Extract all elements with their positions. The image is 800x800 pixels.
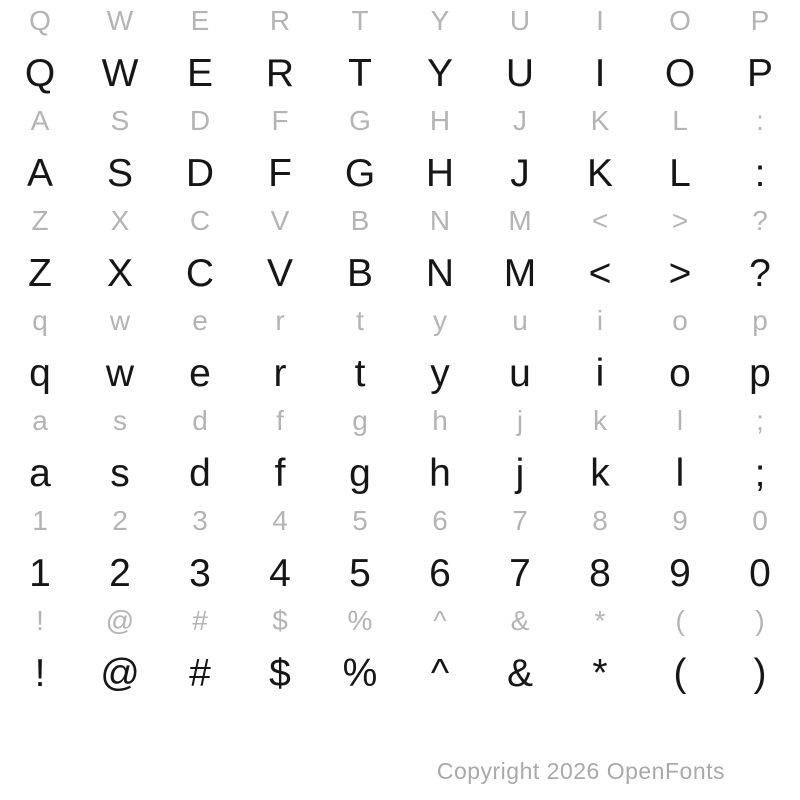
glyph: X xyxy=(110,205,130,236)
glyph: ; xyxy=(754,452,766,495)
glyph: T xyxy=(351,5,369,36)
glyph: ( xyxy=(673,652,687,695)
glyph: 0 xyxy=(752,505,768,536)
glyph: i xyxy=(596,305,604,336)
glyph: w xyxy=(105,352,135,395)
glyph: W xyxy=(106,5,134,36)
faded-row-digits xyxy=(0,500,800,542)
glyph: O xyxy=(669,5,691,36)
glyph: $ xyxy=(269,652,291,695)
glyph: r xyxy=(273,352,287,395)
glyph: M xyxy=(503,252,537,295)
primary-row-lowercase-top xyxy=(0,346,800,402)
faded-row-lowercase-home xyxy=(0,400,800,442)
glyph: i xyxy=(595,352,605,395)
glyph: : xyxy=(754,152,766,195)
glyph: K xyxy=(590,105,610,136)
glyph: Y xyxy=(430,5,450,36)
glyph: Q xyxy=(24,52,56,95)
glyph: I xyxy=(596,5,604,36)
glyph: < xyxy=(588,252,612,295)
glyph: t xyxy=(354,352,366,395)
glyph: Z xyxy=(31,205,49,236)
glyph: 7 xyxy=(509,552,531,595)
glyph: C xyxy=(185,252,215,295)
glyph: 4 xyxy=(272,505,288,536)
glyph: h xyxy=(432,405,448,436)
glyph: t xyxy=(356,305,364,336)
glyph: R xyxy=(269,5,291,36)
glyph: H xyxy=(425,152,455,195)
glyph: 0 xyxy=(749,552,771,595)
glyph: d xyxy=(189,452,211,495)
glyph: p xyxy=(752,305,768,336)
glyph: l xyxy=(676,405,684,436)
glyph: ) xyxy=(755,605,765,636)
glyph: q xyxy=(29,352,51,395)
glyph: D xyxy=(189,105,211,136)
glyph: F xyxy=(271,105,289,136)
glyph: S xyxy=(106,152,133,195)
glyph: & xyxy=(510,605,530,636)
glyph: 4 xyxy=(269,552,291,595)
glyph: o xyxy=(669,352,691,395)
glyph: F xyxy=(268,152,292,195)
glyph: 2 xyxy=(109,552,131,595)
glyph: L xyxy=(672,105,688,136)
glyph: s xyxy=(113,405,127,436)
glyph: P xyxy=(750,5,770,36)
glyph: 9 xyxy=(672,505,688,536)
glyph: > xyxy=(671,205,689,236)
glyph: E xyxy=(190,5,210,36)
glyph: Q xyxy=(29,5,51,36)
glyph: s xyxy=(110,452,130,495)
glyph: j xyxy=(515,452,525,495)
glyph: ( xyxy=(675,605,685,636)
glyph: u xyxy=(509,352,531,395)
glyph: 6 xyxy=(432,505,448,536)
glyph: 9 xyxy=(669,552,691,595)
copyright-text: Copyright 2026 OpenFonts xyxy=(436,758,725,784)
glyph: 8 xyxy=(592,505,608,536)
glyph: w xyxy=(109,305,131,336)
glyph: q xyxy=(32,305,48,336)
glyph: D xyxy=(185,152,215,195)
glyph: 2 xyxy=(112,505,128,536)
glyph: a xyxy=(29,452,51,495)
glyph: k xyxy=(593,405,607,436)
glyph: e xyxy=(192,305,208,336)
glyph: H xyxy=(429,105,451,136)
glyph: ! xyxy=(36,605,44,636)
glyph: d xyxy=(192,405,208,436)
faded-row-uppercase-top xyxy=(0,0,800,42)
glyph: A xyxy=(30,105,50,136)
glyph: 3 xyxy=(192,505,208,536)
glyph: ! xyxy=(34,652,46,695)
glyph: k xyxy=(590,452,610,495)
primary-row-symbols xyxy=(0,646,800,702)
glyph: O xyxy=(664,52,696,95)
glyph: N xyxy=(425,252,455,295)
specimen-pair-lowercase-top xyxy=(0,300,800,400)
glyph: o xyxy=(672,305,688,336)
glyph: U xyxy=(509,5,531,36)
primary-row-uppercase-home xyxy=(0,146,800,202)
glyph: B xyxy=(346,252,373,295)
faded-row-symbols xyxy=(0,600,800,642)
glyph: e xyxy=(189,352,211,395)
glyph: $ xyxy=(272,605,288,636)
glyph: C xyxy=(189,205,211,236)
glyph: @ xyxy=(105,605,135,636)
glyph: g xyxy=(352,405,368,436)
glyph: Y xyxy=(426,52,453,95)
specimen-pair-digits xyxy=(0,500,800,600)
glyph: I xyxy=(594,52,606,95)
faded-row-uppercase-bottom xyxy=(0,200,800,242)
specimen-pair-lowercase-home xyxy=(0,400,800,500)
primary-row-lowercase-home xyxy=(0,446,800,502)
glyph: ? xyxy=(749,252,771,295)
glyph: 8 xyxy=(589,552,611,595)
faded-row-uppercase-home xyxy=(0,100,800,142)
glyph: h xyxy=(429,452,451,495)
glyph: y xyxy=(433,305,447,336)
glyph: M xyxy=(508,205,532,236)
glyph: ^ xyxy=(433,605,447,636)
glyph: E xyxy=(186,52,213,95)
glyph: J xyxy=(510,152,530,195)
glyph: G xyxy=(344,152,376,195)
specimen-pair-uppercase-bottom xyxy=(0,200,800,300)
glyph: L xyxy=(669,152,691,195)
glyph: ^ xyxy=(430,652,450,695)
glyph: P xyxy=(746,52,773,95)
glyph: G xyxy=(349,105,371,136)
glyph: 5 xyxy=(352,505,368,536)
glyph: @ xyxy=(100,652,140,695)
glyph: V xyxy=(270,205,290,236)
glyph: J xyxy=(513,105,527,136)
glyph: ) xyxy=(753,652,767,695)
glyph: > xyxy=(668,252,692,295)
primary-row-uppercase-bottom xyxy=(0,246,800,302)
glyph: 6 xyxy=(429,552,451,595)
glyph: u xyxy=(512,305,528,336)
glyph: ; xyxy=(756,405,764,436)
glyph: W xyxy=(101,52,139,95)
primary-row-digits xyxy=(0,546,800,602)
glyph: : xyxy=(756,105,764,136)
glyph: f xyxy=(276,405,284,436)
primary-row-uppercase-top xyxy=(0,46,800,102)
glyph: * xyxy=(592,652,608,695)
glyph: # xyxy=(189,652,211,695)
glyph: f xyxy=(274,452,286,495)
glyph: S xyxy=(110,105,130,136)
glyph: 7 xyxy=(512,505,528,536)
glyph: & xyxy=(506,652,533,695)
glyph: g xyxy=(349,452,371,495)
specimen-pair-symbols xyxy=(0,600,800,700)
glyph: p xyxy=(749,352,771,395)
glyph: V xyxy=(266,252,293,295)
glyph: K xyxy=(586,152,613,195)
glyph: j xyxy=(516,405,524,436)
specimen-pair-uppercase-home xyxy=(0,100,800,200)
glyph: T xyxy=(348,52,372,95)
glyph: < xyxy=(591,205,609,236)
glyph: y xyxy=(430,352,450,395)
glyph: N xyxy=(429,205,451,236)
glyph: % xyxy=(347,605,373,636)
glyph: ? xyxy=(752,205,768,236)
glyph: l xyxy=(675,452,685,495)
glyph: 1 xyxy=(32,505,48,536)
glyph: 5 xyxy=(349,552,371,595)
glyph: A xyxy=(26,152,53,195)
glyph: Z xyxy=(28,252,52,295)
glyph: U xyxy=(505,52,535,95)
glyph: R xyxy=(265,52,295,95)
glyph: a xyxy=(32,405,48,436)
specimen-pair-uppercase-top xyxy=(0,0,800,100)
glyph: 3 xyxy=(189,552,211,595)
glyph: r xyxy=(275,305,285,336)
glyph: # xyxy=(192,605,208,636)
glyph: 1 xyxy=(29,552,51,595)
glyph: B xyxy=(350,205,370,236)
faded-row-lowercase-top xyxy=(0,300,800,342)
glyph: * xyxy=(594,605,606,636)
glyph: % xyxy=(342,652,378,695)
glyph: X xyxy=(106,252,133,295)
